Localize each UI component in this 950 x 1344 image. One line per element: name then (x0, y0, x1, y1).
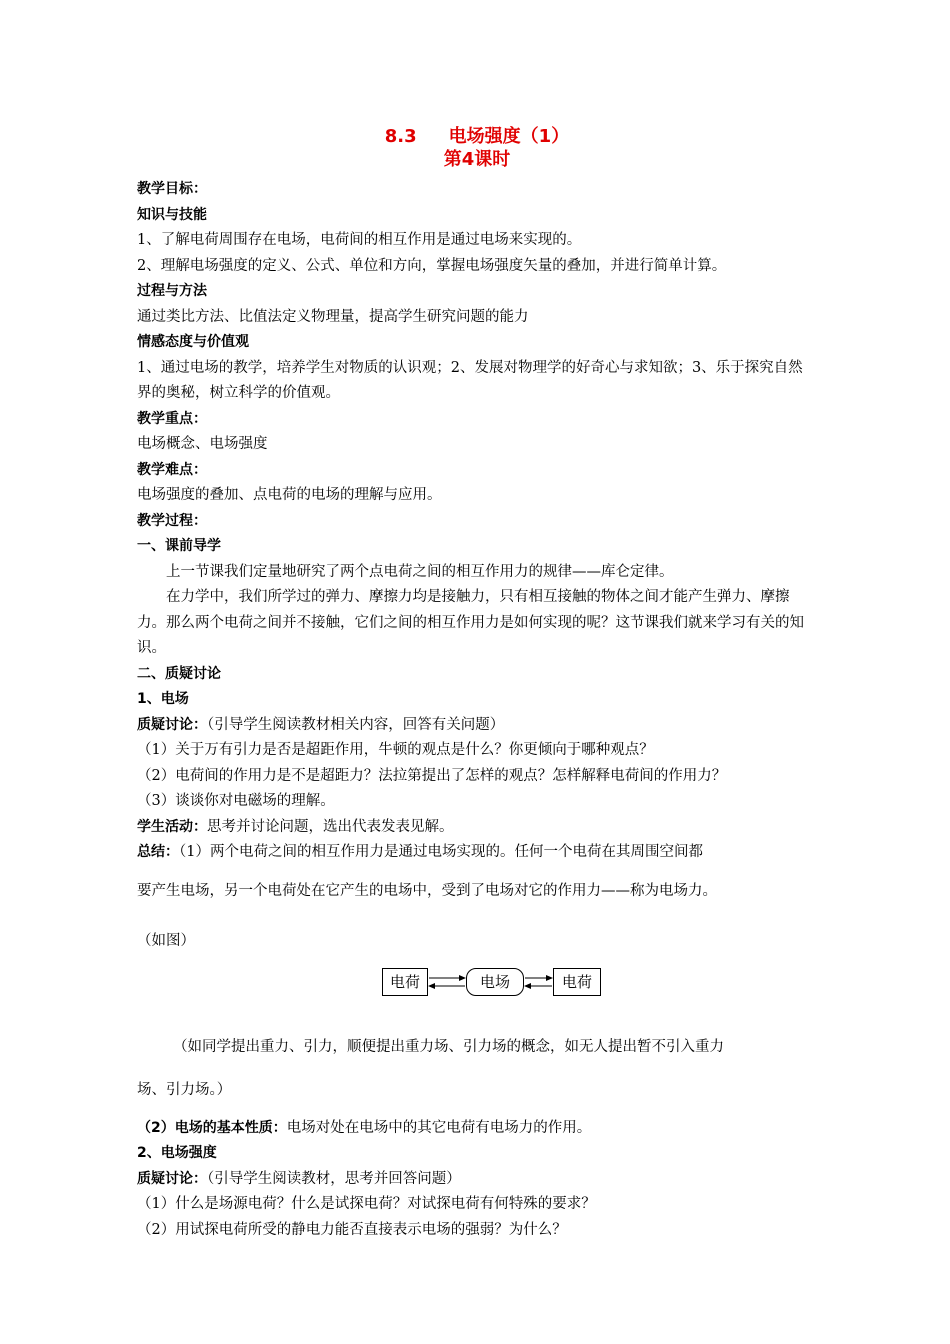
knowledge-item-1: 1、了解电荷周围存在电场，电荷间的相互作用是通过电场来实现的。 (137, 232, 582, 248)
part2-heading: 二、质疑讨论 (137, 665, 221, 682)
knowledge-heading: 知识与技能 (137, 206, 207, 223)
diagram-arrows (137, 968, 817, 1010)
activity-label: 学生活动： (137, 818, 207, 835)
question-2: （2）电荷间的作用力是不是超距力？法拉第提出了怎样的观点？怎样解释电荷间的作用力？ (137, 767, 727, 784)
summary-label: 总结： (137, 844, 179, 860)
diagram-charge-left: 电荷 (382, 968, 428, 996)
lesson-number: 第4课时 (443, 149, 511, 170)
question-1: （1）关于万有引力是否是超距作用，牛顿的观点是什么？你更倾向于哪种观点？ (137, 742, 654, 758)
discuss-1-line (137, 713, 817, 739)
diagram-charge-right: 电荷 (553, 968, 601, 996)
document-page (137, 125, 817, 1243)
question-2-1: （1）什么是场源电荷？什么是试探电荷？对试探电荷有何特殊的要求？ (137, 1196, 596, 1212)
emotion-text: 1、通过电场的教学，培养学生对物质的认识观；2、发展对物理学的好奇心与求知欲；3、乐于探究自然界的奥秘，树立科学的价值观。 (137, 359, 803, 401)
activity-line (137, 815, 817, 841)
difficulties-text: 电场强度的叠加、点电荷的电场的理解与应用。 (137, 487, 442, 503)
note-line-2: 场、引力场。） (137, 1081, 232, 1098)
process-method-text: 通过类比方法、比值法定义物理量，提高学生研究问题的能力 (137, 308, 529, 325)
sub2-heading: 2、电场强度 (137, 1145, 217, 1161)
key-points-heading: 教学重点： (137, 410, 207, 427)
part1-heading: 一、课前导学 (137, 538, 221, 554)
summary-line-2: 要产生电场，另一个电荷处在它产生的电场中，受到了电场对它的作用力——称为电场力。 (137, 882, 717, 899)
knowledge-item-2: 2、理解电场强度的定义、公式、单位和方向，掌握电场强度矢量的叠加，并进行简单计算。 (137, 257, 727, 274)
discuss-2-line (137, 1167, 817, 1193)
difficulties-heading: 教学难点： (137, 461, 207, 478)
note-line-1: （如同学提出重力、引力，顺便提出重力场、引力场的概念，如无人提出暂不引入重力 (173, 1038, 724, 1055)
process-heading: 教学过程： (137, 512, 207, 529)
discuss-2-text: （引导学生阅读教材，思考并回答问题） (207, 1170, 461, 1187)
question-3: （3）谈谈你对电磁场的理解。 (137, 793, 335, 809)
figure-note: （如图） (137, 932, 195, 949)
summary-line-1 (137, 840, 817, 866)
summary-text-1: （1）两个电荷之间的相互作用力是通过电场实现的。任何一个电荷在其周围空间都 (179, 844, 703, 860)
discuss-label-2: 质疑讨论： (137, 1170, 207, 1187)
discuss-label: 质疑讨论： (137, 716, 207, 733)
property-text: 电场对处在电场中的其它电荷有电场力的作用。 (286, 1119, 592, 1136)
sub1-heading: 1、电场 (137, 691, 189, 707)
diagram-field: 电场 (466, 968, 524, 996)
process-method-heading: 过程与方法 (137, 283, 207, 299)
property-label: （2）电场的基本性质： (137, 1119, 287, 1136)
key-points-text: 电场概念、电场强度 (137, 436, 268, 452)
section-number: 8.3 (384, 126, 417, 147)
part1-paragraph-1: 上一节课我们定量地研究了两个点电荷之间的相互作用力的规律——库仑定律。 (166, 563, 674, 580)
emotion-heading: 情感态度与价值观 (137, 334, 249, 350)
discuss-1-text: （引导学生阅读教材相关内容，回答有关问题） (207, 716, 505, 733)
field-diagram (137, 968, 817, 1010)
objectives-heading: 教学目标： (137, 181, 207, 197)
property-line (137, 1116, 817, 1142)
activity-text: 思考并讨论问题，选出代表发表见解。 (207, 818, 454, 835)
title-line (137, 125, 817, 148)
section-title: 电场强度（1） (448, 126, 570, 147)
part1-paragraph-2: 在力学中，我们所学过的弹力、摩擦力均是接触力，只有相互接触的物体之间才能产生弹力、摩擦力。那么两个电荷之间并不接触，它们之间的相互作用力是如何实现的呢？这节课我们就来学习有关的知识。 (137, 589, 804, 656)
question-2-2: （2）用试探电荷所受的静电力能否直接表示电场的强弱？为什么？ (137, 1221, 567, 1238)
